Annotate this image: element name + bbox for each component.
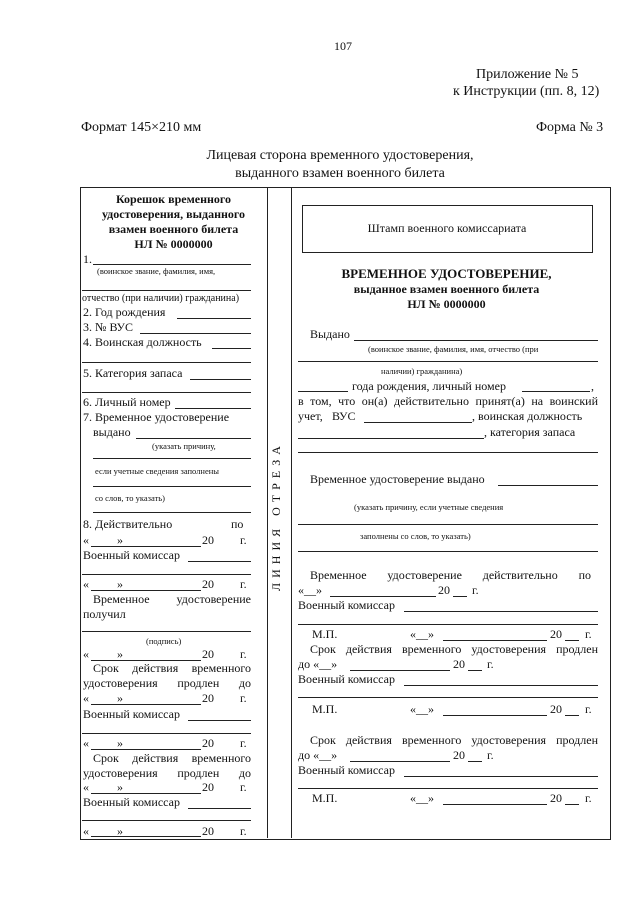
stub-patronymic: отчество (при наличии) гражданина)	[82, 293, 240, 304]
stub-date1-open: «	[83, 533, 89, 547]
cert-valid-q: «__»	[298, 583, 322, 597]
cert-commissar-line-1[interactable]	[298, 624, 598, 625]
cert-mp3-year-field[interactable]	[565, 804, 579, 805]
cert-valid-year: 20	[438, 583, 450, 597]
stub-item8-to: по	[231, 517, 244, 531]
format-label: Формат 145×210 мм	[81, 120, 202, 135]
stub-date5-close: »	[117, 736, 123, 750]
stub-category-line2[interactable]	[82, 392, 251, 393]
cert-mp1-date-field[interactable]	[443, 640, 547, 641]
stub-date6-field[interactable]	[91, 793, 201, 794]
stub-date5-year: 20	[202, 736, 214, 750]
stub-reason-line[interactable]	[93, 458, 251, 459]
cert-accepted: в том, что он(а) действительно принят(а) на воинский	[298, 394, 598, 408]
stub-date1-field[interactable]	[91, 546, 201, 547]
cert-commissar-line-3[interactable]	[298, 788, 598, 789]
stub-date3-year: 20	[202, 647, 214, 661]
stub-commissar-field-1[interactable]	[188, 561, 251, 562]
stub-birth-field[interactable]	[177, 318, 251, 319]
stub-date3-close: »	[117, 647, 123, 661]
stub-commissar-2: Военный комиссар	[83, 707, 180, 721]
cert-mp2-g: г.	[585, 702, 592, 716]
stub-date4-open: «	[83, 691, 89, 705]
stub-hint-reason: (указать причину,	[152, 441, 216, 451]
cert-mp-1: М.П.	[312, 627, 338, 641]
doc-title-line2: выданного взамен военного билета	[235, 166, 445, 181]
cert-ext1-g: г.	[487, 657, 494, 671]
cert-commissar-field-3[interactable]	[404, 776, 598, 777]
stub-date6-g: г.	[240, 780, 247, 794]
cut-line-label: ЛИНИЯ ОТРЕЗА	[269, 441, 283, 591]
stub-date5-g: г.	[240, 736, 247, 750]
stub-date2-g: г.	[240, 577, 247, 591]
appendix-label: Приложение № 5	[476, 67, 579, 82]
stub-date5-field[interactable]	[91, 749, 201, 750]
stub-title-1: Корешок временного	[115, 192, 232, 206]
stub-date4-year: 20	[202, 691, 214, 705]
stub-received-2: получил	[83, 607, 126, 621]
stub-date1-g: г.	[240, 533, 247, 547]
stub-date4-close: »	[117, 691, 123, 705]
cert-hint-name2: наличии) гражданина)	[381, 366, 463, 376]
stub-commissar-line-2[interactable]	[82, 733, 251, 734]
stub-signature-hint: (подпись)	[146, 636, 182, 646]
stub-title-4: НЛ № 0000000	[134, 237, 213, 251]
cert-mp-3: М.П.	[312, 791, 338, 805]
cert-birth-comma: ,	[591, 379, 594, 393]
cert-commissar-field-2[interactable]	[404, 685, 598, 686]
stub-item7a: 7. Временное удостоверение	[83, 410, 230, 424]
cert-mp-2: М.П.	[312, 702, 338, 716]
cert-mp2-year-field[interactable]	[565, 715, 579, 716]
cert-issued-label: Выдано	[310, 327, 350, 341]
stub-date1-close: »	[117, 533, 123, 547]
stub-date5-open: «	[83, 736, 89, 750]
stub-date4-g: г.	[240, 691, 247, 705]
cert-ext2: Срок действия временного удостоверения продлен	[310, 733, 598, 747]
stub-commissar-field-2[interactable]	[188, 720, 251, 721]
cert-account: учет,	[298, 409, 323, 423]
stub-ext1-line2: удостоверения продлен до	[83, 676, 251, 690]
cert-reason-line3[interactable]	[298, 551, 598, 552]
stub-date4-field[interactable]	[91, 704, 201, 705]
cert-vus-field[interactable]	[364, 422, 472, 423]
stub-signature-line[interactable]	[82, 631, 251, 632]
stub-name-line[interactable]	[93, 264, 251, 265]
stub-date7-g: г.	[240, 824, 247, 838]
cert-ext2-to: до «__»	[298, 748, 338, 762]
cert-hint-reason: (указать причину, если учетные сведения	[354, 502, 504, 512]
stub-date7-field[interactable]	[91, 836, 201, 837]
cert-mp1-g: г.	[585, 627, 592, 641]
stub-date3-g: г.	[240, 647, 247, 661]
instruction-ref: к Инструкции (пп. 8, 12)	[453, 84, 600, 99]
cert-issued-cert: Временное удостоверение выдано	[310, 472, 485, 486]
cert-commissar-line-2[interactable]	[298, 697, 598, 698]
stub-item6: 6. Личный номер	[83, 395, 171, 409]
cert-birth-line: года рождения, личный номер	[352, 379, 506, 393]
page-number: 107	[334, 39, 352, 53]
cert-valid-year-field[interactable]	[453, 596, 467, 597]
stub-hint-reason3: со слов, то указать)	[95, 493, 166, 503]
stub-commissar-line-3[interactable]	[82, 820, 251, 821]
stub-position-line2[interactable]	[82, 362, 251, 363]
cert-hint-name: (воинское звание, фамилия, имя, отчество (при	[368, 344, 539, 354]
cert-title-2: выданное взамен военного билета	[353, 282, 540, 296]
cert-commissar-3: Военный комиссар	[298, 763, 395, 777]
cert-category-line[interactable]	[298, 452, 598, 453]
cert-ext1-year-field[interactable]	[468, 670, 482, 671]
cert-commissar-1: Военный комиссар	[298, 598, 395, 612]
cert-ext1-date-field[interactable]	[350, 670, 450, 671]
cert-ext2-year-field[interactable]	[468, 761, 482, 762]
cert-category-label: , категория запаса	[484, 425, 576, 439]
cert-mp1-q: «__»	[410, 627, 434, 641]
doc-title-line1: Лицевая сторона временного удостоверения,	[206, 148, 474, 163]
cert-valid-label: Временное удостоверение действительно по	[310, 568, 591, 582]
stamp-label: Штамп военного комиссариата	[367, 221, 527, 235]
stub-ext2-line1: Срок действия временного	[93, 751, 251, 765]
stub-date2-year: 20	[202, 577, 214, 591]
stub-reason-line3[interactable]	[93, 512, 251, 513]
cert-hint-reason2: заполнены со слов, то указать)	[360, 531, 471, 541]
stub-commissar-1: Военный комиссар	[83, 548, 180, 562]
stub-position-field[interactable]	[212, 348, 251, 349]
stub-item2: 2. Год рождения	[83, 305, 166, 319]
stub-date7-year: 20	[202, 824, 214, 838]
cert-mp3-date-field[interactable]	[443, 804, 547, 805]
cert-reason-field[interactable]	[498, 485, 598, 486]
cert-mp2-year: 20	[550, 702, 562, 716]
stub-personal-number-field[interactable]	[175, 408, 251, 409]
stub-divider	[267, 187, 268, 838]
cert-reason-line2[interactable]	[298, 524, 598, 525]
stub-hint-name: (воинское звание, фамилия, имя,	[97, 266, 216, 276]
stub-commissar-3: Военный комиссар	[83, 795, 180, 809]
cert-mp2-date-field[interactable]	[443, 715, 547, 716]
stub-item8: 8. Действительно	[83, 517, 173, 531]
stub-hint-reason2: если учетные сведения заполнены	[95, 466, 219, 476]
cert-mp3-year: 20	[550, 791, 562, 805]
stub-commissar-line-1[interactable]	[82, 574, 251, 575]
cert-valid-date-field[interactable]	[330, 596, 436, 597]
cert-title-1: ВРЕМЕННОЕ УДОСТОВЕРЕНИЕ,	[341, 266, 552, 281]
stub-issued-field[interactable]	[136, 438, 251, 439]
cert-ext1-to: до «__»	[298, 657, 338, 671]
stub-item1: 1.	[83, 252, 92, 266]
stub-date2-field[interactable]	[91, 590, 201, 591]
cert-issued-field[interactable]	[354, 340, 598, 341]
cert-birth-year-field[interactable]	[298, 391, 348, 392]
cert-vus-label: ВУС	[332, 409, 356, 423]
cert-valid-g: г.	[472, 583, 479, 597]
stub-received-1: Временное удостоверение	[93, 592, 251, 606]
cert-ext2-date-field[interactable]	[350, 761, 450, 762]
stub-title-3: взамен военного билета	[108, 222, 239, 236]
cert-mp1-year: 20	[550, 627, 562, 641]
stub-date2-close: »	[117, 577, 123, 591]
stub-title-2: удостоверения, выданного	[101, 207, 246, 221]
stub-item5: 5. Категория запаса	[83, 366, 183, 380]
cert-ext1-year: 20	[453, 657, 465, 671]
cert-commissar-field-1[interactable]	[404, 611, 598, 612]
cert-ext2-g: г.	[487, 748, 494, 762]
cert-position-field[interactable]	[298, 438, 484, 439]
stub-date3-open: «	[83, 647, 89, 661]
cert-personal-number-field[interactable]	[522, 391, 590, 392]
form-label: Форма № 3	[536, 120, 604, 135]
stub-date1-year: 20	[202, 533, 214, 547]
cert-ext2-year: 20	[453, 748, 465, 762]
stub-category-field[interactable]	[190, 379, 251, 380]
cert-name-line2[interactable]	[298, 361, 598, 362]
stub-ext1-line1: Срок действия временного	[93, 661, 251, 675]
cert-mp1-year-field[interactable]	[565, 640, 579, 641]
stub-date7-open: «	[83, 824, 89, 838]
stub-vus-field[interactable]	[140, 333, 251, 334]
stub-date6-open: «	[83, 780, 89, 794]
cert-mp3-g: г.	[585, 791, 592, 805]
cert-title-3: НЛ № 0000000	[407, 297, 486, 311]
cert-position-label: , воинская должность	[472, 409, 583, 423]
stub-item3: 3. № ВУС	[83, 320, 133, 334]
cert-commissar-2: Военный комиссар	[298, 672, 395, 686]
stub-date6-close: »	[117, 780, 123, 794]
cert-mp3-q: «__»	[410, 791, 434, 805]
stub-commissar-field-3[interactable]	[188, 808, 251, 809]
stub-ext2-line2: удостоверения продлен до	[83, 766, 251, 780]
stub-name-line2[interactable]	[82, 290, 251, 291]
stub-date6-year: 20	[202, 780, 214, 794]
cert-ext1: Срок действия временного удостоверения продлен	[310, 642, 598, 656]
stub-date7-close: »	[117, 824, 123, 838]
stub-item4: 4. Воинская должность	[83, 335, 202, 349]
cert-mp2-q: «__»	[410, 702, 434, 716]
stub-date2-open: «	[83, 577, 89, 591]
stub-reason-line2[interactable]	[93, 486, 251, 487]
cut-divider	[291, 187, 292, 838]
stub-item7b: выдано	[93, 425, 131, 439]
